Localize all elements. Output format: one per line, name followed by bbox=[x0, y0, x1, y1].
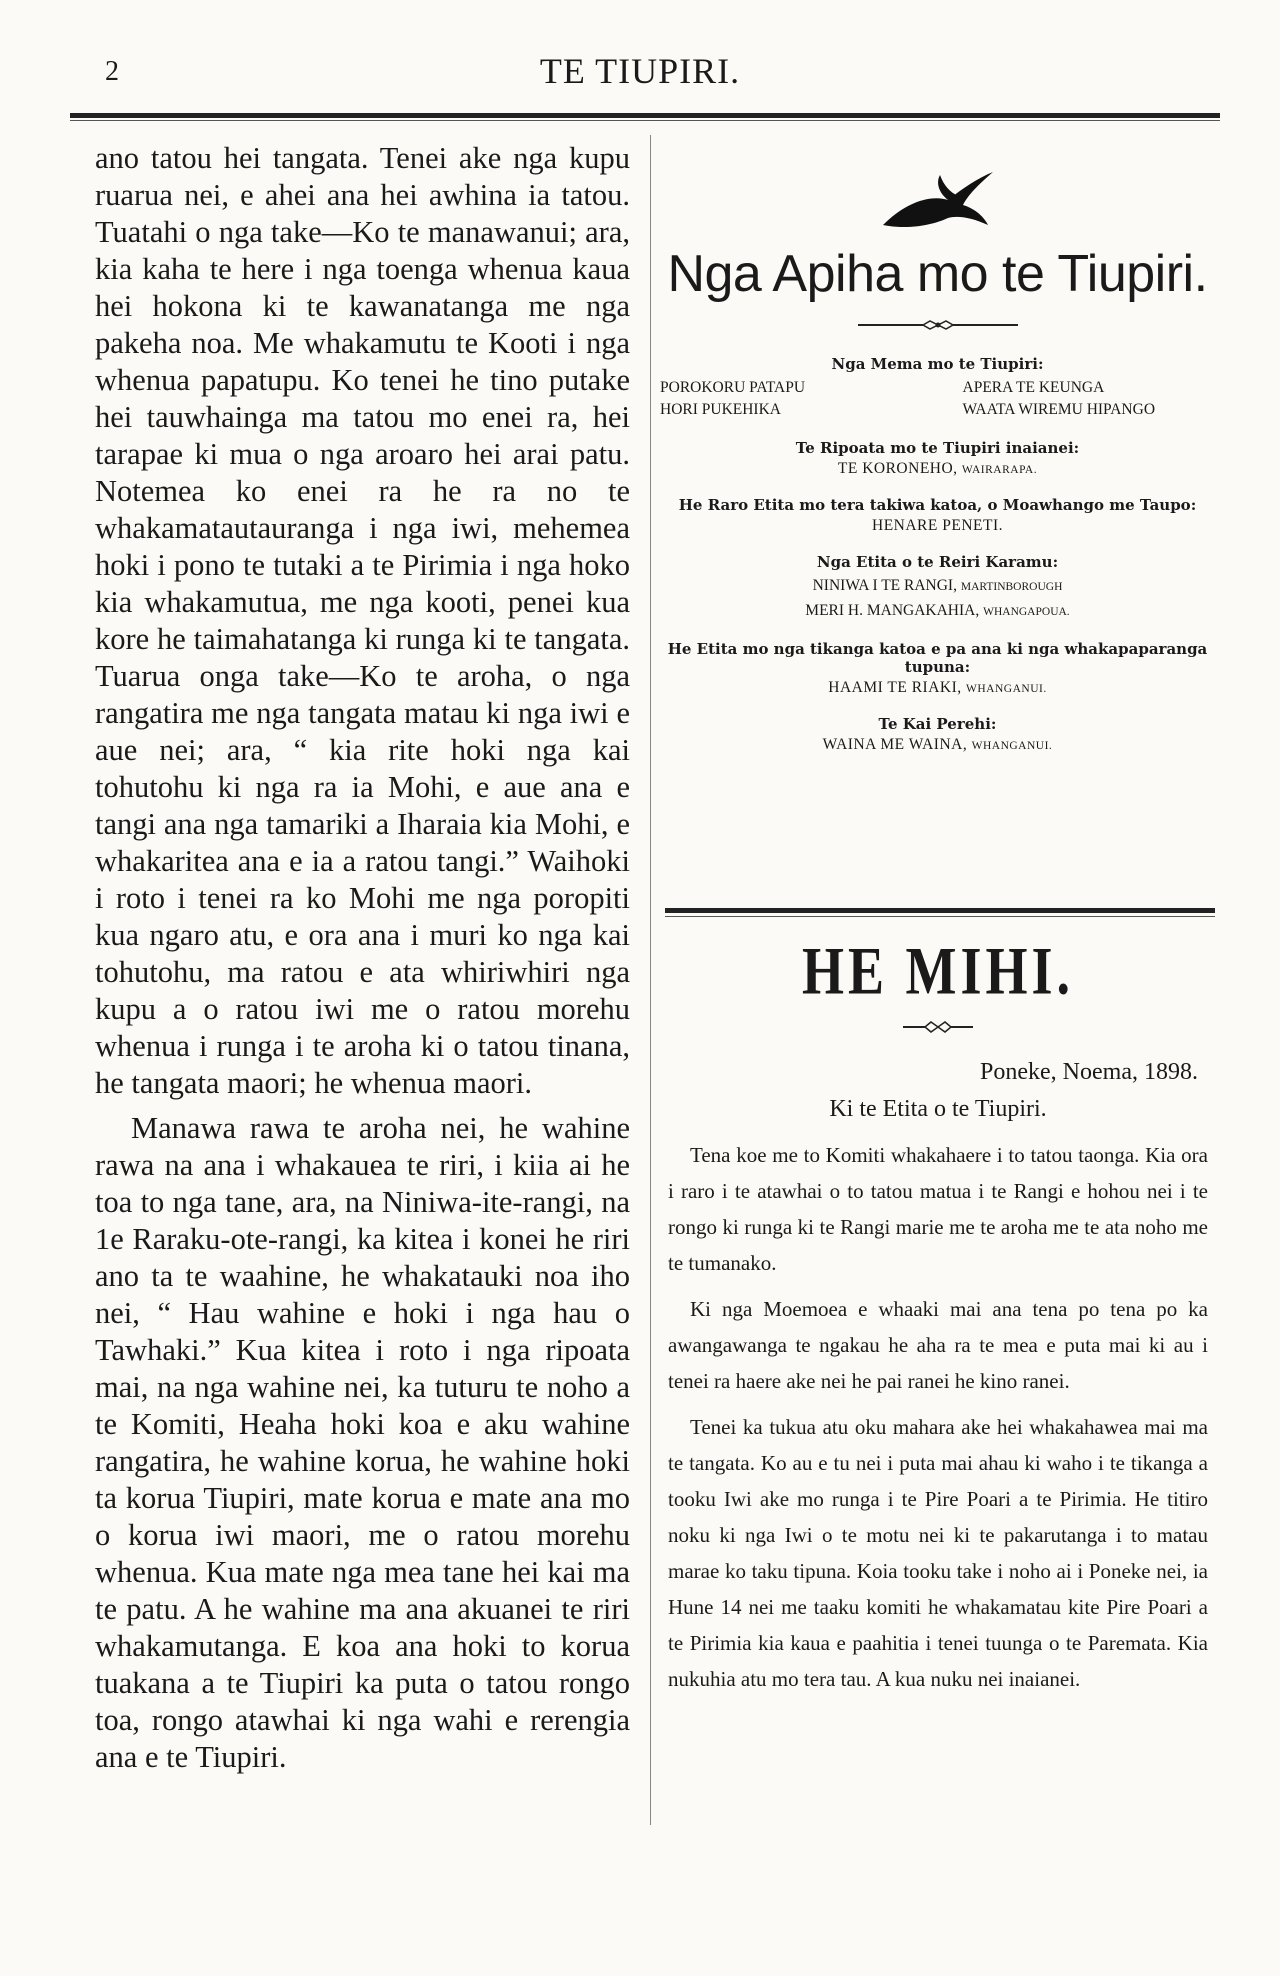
place-name: WHANGANUI. bbox=[971, 740, 1053, 752]
member-name: WAATA WIREMU HIPANGO bbox=[962, 401, 1156, 418]
header-rule bbox=[70, 113, 1220, 118]
section-heading-reporter: Te Ripoata mo te Tiupiri inaianei: bbox=[795, 439, 1080, 457]
section-rule bbox=[665, 908, 1215, 913]
section-heading-printer: Te Kai Perehi: bbox=[878, 715, 997, 733]
reporter-name bbox=[660, 460, 1215, 478]
person-name: MERI H. MANGAKAHIA, bbox=[805, 602, 980, 619]
person-name: TE KORONEHO, bbox=[837, 460, 958, 477]
member-name: POROKORU PATAPU bbox=[660, 379, 806, 396]
place-name: WAIRARAPA. bbox=[961, 464, 1038, 476]
section-heading-sub-editor: He Raro Etita mo tera takiwa katoa, o Moawhango me Taupo: bbox=[678, 496, 1197, 514]
column-divider bbox=[650, 135, 651, 1825]
section-heading-genealogy-editor: He Etita mo nga tikanga katoa e pa ana ki nga whakapaparanga tupuna: bbox=[667, 640, 1208, 676]
editor-entry bbox=[660, 574, 1215, 599]
letter-paragraph: Ki nga Moemoea e whaaki mai ana tena po tena po ka awangawanga te ngakau he aha ra te mea e puta mai ki au i tenei ra haere ake nei he pai ranei he kino ranei. bbox=[668, 1297, 1208, 1393]
letter-body bbox=[668, 1137, 1208, 1697]
person-name: NINIWA I TE RANGI, bbox=[812, 577, 957, 594]
letter-paragraph: Tena koe me to Komiti whakahaere i to tatou taonga. Kia ora i raro i te atawhai o to tatou matua i te Rangi e hohou nei i te rongo ki runga ki te Rangi marie me te aroha me te ata noho me te tumanako. bbox=[668, 1143, 1208, 1275]
letter-paragraph: Tenei ka tukua atu oku mahara ake hei whakahawea mai ma te tangata. Ko au e tu nei i puta mai ahau ki waho i te tikanga a tooku Iwi ake mo runga i te Pire Poari a te Pirimia. He titiro noku ki nga Iwi o te motu nei ki te pakarutanga i to matau marae ko taku tipuna. Koia tooku take i noho ai i Poneke nei, ia Hune 14 nei me taaku komiti he whakamatau kite Pire Poari a te Pirimia kia kaua e paahitia i tenei tuunga o te Paremata. Kia nukuhia atu mo tera tau. A kua nuku nei inaianei. bbox=[668, 1415, 1208, 1691]
person-name: HAAMI TE RIAKI, bbox=[828, 679, 962, 696]
running-title: TE TIUPIRI. bbox=[539, 51, 741, 91]
editors-list bbox=[660, 574, 1215, 624]
masthead bbox=[660, 170, 1215, 772]
page-number: 2 bbox=[105, 56, 119, 87]
left-column bbox=[95, 140, 630, 1776]
place-name: MARTINBOROUGH bbox=[960, 581, 1063, 593]
section-rule-thin bbox=[665, 916, 1215, 917]
page-header bbox=[0, 50, 1280, 100]
article-paragraph: ano tatou hei tangata. Tenei ake nga kupu ruarua nei, e ahei ana hei awhina ia tatou. Tuatahi o nga take—Ko te manawanui; ara, kia kaha te here i nga toenga whenua kaua hei hokona ki te kawanatanga me nga pakeha noa. Me whakamutu te Kooti i nga whenua papatupu. Ko tenei he tino putake hei tauwhainga ma tatou mo enei ra, hei tarapae ki mua o nga aroaro hei arai patu. Notemea ko enei ra he ra no te whakamatautauranga i nga iwi, mehemea hoki i pono te tutaki a te Pirimia i nga hoko kia whakamutua, me nga kooti, penei kua kore he taimahatanga ki runga ki te tangata. Tuarua onga take—Ko te aroha, o nga rangatira me nga tangata matau ki nga iwi e aue nei; ara, “ kia rite hoki nga kai tohutohu ki nga ra ia Mohi, e aue ana e tangi ana nga tamariki a Iharaia kia Mohi, e whakaritea ana e ia a ratou tangi.” Waihoki i roto i tenei ra ko Mohi me nga poropiti kua ngaro atu, e ora ana i muri ko nga kai tohutohu, ma ratou e ata whiriwhiri nga kupu a o ratou iwi me o ratou morehu whenua i runga i te aroha ki o tatou tinana, he tangata maori; he whenua maori. bbox=[95, 141, 630, 1100]
masthead-title: Nga Apiha mo te Tiupiri. bbox=[667, 245, 1208, 303]
header-rule-thin bbox=[70, 120, 1220, 121]
section-heading-members: Nga Mema mo te Tiupiri: bbox=[831, 355, 1044, 373]
editor-entry bbox=[660, 599, 1215, 624]
section-heading-editors: Nga Etita o te Reiri Karamu: bbox=[816, 553, 1059, 571]
place-name: WHANGAPOUA. bbox=[983, 606, 1070, 618]
place-name: WHANGANUI. bbox=[966, 683, 1047, 695]
ornament-divider bbox=[660, 318, 1215, 337]
dateline: Poneke, Noema, 1898. bbox=[980, 1059, 1198, 1085]
printer-name bbox=[660, 736, 1215, 754]
letter-heading: HE MIHI. bbox=[801, 933, 1075, 1009]
salutation: Ki te Etita o te Tiupiri. bbox=[829, 1096, 1047, 1122]
person-name: WAINA ME WAINA, bbox=[822, 736, 968, 753]
member-name: APERA TE KEUNGA bbox=[962, 379, 1105, 396]
article-paragraph: Manawa rawa te aroha nei, he wahine rawa na ana i whakauea te riri, i kiia ai he toa to nga tane, ara, na Niniwa-ite-rangi, na 1e Raraku-ote-rangi, ka kitea i konei he riri ano ta te waahine, he whakatauki noa iho nei, “ Hau wahine e hoki i nga hau o Tawhaki.” Kua kitea i roto i nga ripoata mai, na nga wahine nei, ka tuturu te noho a te Komiti, Heaha hoki koa e aku wahine rangatira, he wahine korua, he wahine hoki ta korua Tiupiri, mate korua e mate ana mo o korua iwi maori, me o ratou morehu whenua. Kua mate nga mea tane hei kai ma te patu. A he wahine ma ana akuanei te riri whakamutanga. E koa ana hoki to korua tuakana a te Tiupiri ka puta o tatou rongo toa, rongo atawhai ki nga wahi e rerengia ana e te Tiupiri. bbox=[95, 1111, 630, 1774]
letter-section bbox=[668, 933, 1208, 1707]
genealogy-editor-name bbox=[660, 679, 1215, 697]
members-list bbox=[660, 377, 1215, 421]
sub-editor-name: HENARE PENETI. bbox=[872, 517, 1003, 534]
swallow-icon bbox=[878, 170, 998, 240]
ornament-divider bbox=[668, 1020, 1208, 1039]
member-name: HORI PUKEHIKA bbox=[660, 401, 781, 418]
